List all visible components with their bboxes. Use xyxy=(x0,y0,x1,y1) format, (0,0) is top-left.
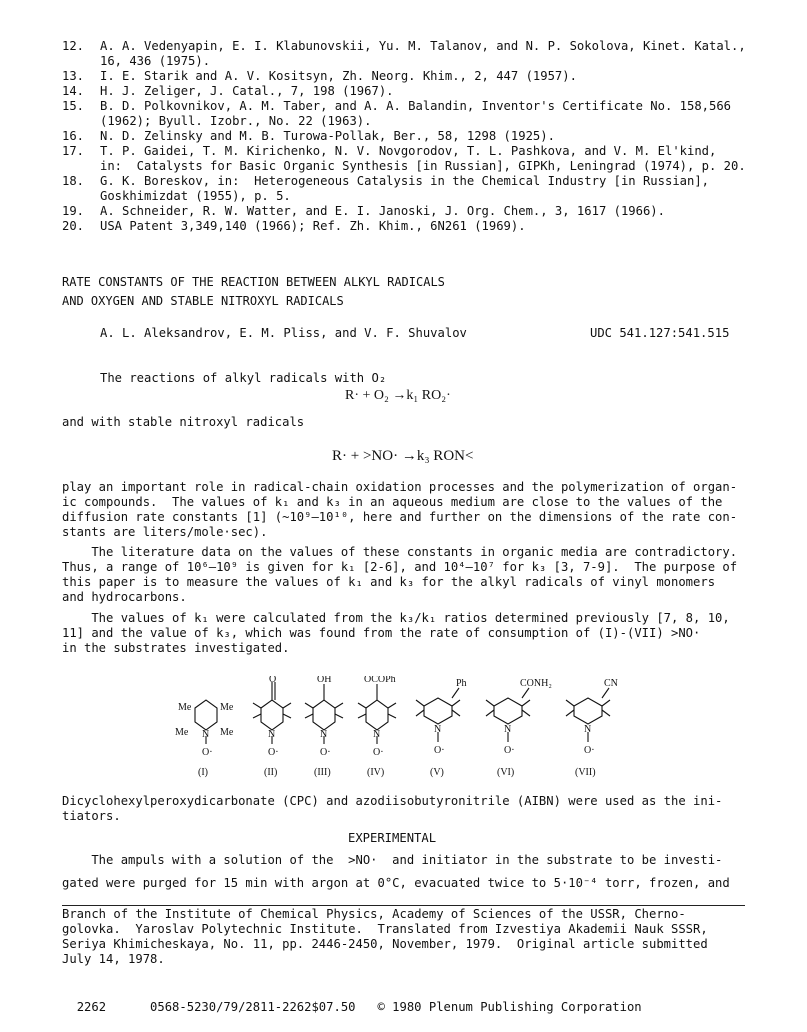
compound-label: (VI) xyxy=(497,767,515,778)
n-label: N xyxy=(373,729,381,740)
reference-text: I. E. Starik and A. V. Kositsyn, Zh. Neorg. Khim., 2, 447 (1957). xyxy=(100,69,577,83)
paragraph-line: golovka. Yaroslav Polytechnic Institute. Translated from Izvestiya Akademii Nauk SSSR, xyxy=(62,922,708,936)
reference-text: G. K. Boreskov, in: Heterogeneous Catalysis in the Chemical Industry [in Russian], xyxy=(100,174,710,188)
paragraph-line: The values of k₁ were calculated from the k₃/k₁ ratios determined previously [7, 8, 10, xyxy=(62,611,730,625)
substituent-vi: CONH₂ xyxy=(520,678,552,689)
n-label: N xyxy=(584,724,592,735)
reference-text: Goskhimizdat (1955), p. 5. xyxy=(100,189,291,203)
n-label: N xyxy=(320,729,328,740)
paragraph-line: Seriya Khimicheskaya, No. 11, pp. 2446-2450, November, 1979. Original article submitted xyxy=(62,937,708,951)
authors: A. L. Aleksandrov, E. M. Pliss, and V. F. Shuvalov xyxy=(100,326,467,340)
n-label: N xyxy=(504,724,512,735)
o-radical-label: O· xyxy=(373,747,384,758)
reference-text: (1962); Byull. Izobr., No. 22 (1963). xyxy=(100,114,372,128)
reference-number: 18. xyxy=(62,174,85,188)
reference-number: 17. xyxy=(62,144,85,158)
intro-line-1: The reactions of alkyl radicals with O₂ xyxy=(100,371,387,385)
o-radical-label: O· xyxy=(202,747,213,758)
reference-number: 19. xyxy=(62,204,85,218)
paragraph-line: 11] and the value of k₃, which was found from the rate of consumption of (I)-(VII) >NO· xyxy=(62,626,701,640)
reference-number: 20. xyxy=(62,219,85,233)
equation-2: R· + >NO· →k₃ RON< xyxy=(332,448,474,464)
reference-text: USA Patent 3,349,140 (1966); Ref. Zh. Khim., 6N261 (1969). xyxy=(100,219,526,233)
substituent-v: Ph xyxy=(456,678,467,689)
reference-text: N. D. Zelinsky and M. B. Turowa-Pollak, Ber., 58, 1298 (1925). xyxy=(100,129,555,143)
compound-label: (IV) xyxy=(367,767,385,778)
reference-number: 13. xyxy=(62,69,85,83)
reference-line xyxy=(62,114,782,129)
paragraph-line: ic compounds. The values of k₁ and k₃ in an aqueous medium are close to the values of the xyxy=(62,495,723,509)
o-radical-label: O· xyxy=(584,745,595,756)
reference-text: T. P. Gaidei, T. M. Kirichenko, N. V. Novgorodov, T. L. Pashkova, and V. M. El'kind, xyxy=(100,144,717,158)
substituent-iv: OCOPh xyxy=(364,676,396,685)
paragraph-line: tiators. xyxy=(62,809,121,823)
reference-list xyxy=(62,39,782,234)
section-heading: EXPERIMENTAL xyxy=(348,831,437,845)
reference-line xyxy=(62,219,782,234)
paragraph-5-line-1: The ampuls with a solution of the >NO· and initiator in the substrate to be investi- xyxy=(62,853,723,867)
compound-label: (II) xyxy=(264,767,278,778)
reference-line xyxy=(62,189,782,204)
title-line-2: AND OXYGEN AND STABLE NITROXYL RADICALS xyxy=(62,294,344,308)
reference-line xyxy=(62,54,782,69)
reference-text: B. D. Polkovnikov, A. M. Taber, and A. A. Balandin, Inventor's Certificate No. 158,566 xyxy=(100,99,732,113)
paragraph-line: diffusion rate constants [1] (~10⁹–10¹⁰, here and further on the dimensions of the rate con- xyxy=(62,510,738,524)
udc-code: UDC 541.127:541.515 xyxy=(590,326,730,340)
article-title xyxy=(62,273,445,311)
n-label: N xyxy=(434,724,442,735)
substituent-ii: O xyxy=(269,676,277,685)
page-number: 2262 xyxy=(76,1000,107,1014)
reference-line xyxy=(62,99,782,114)
methyl-label: Me xyxy=(220,702,234,713)
reference-line xyxy=(62,144,782,159)
paragraph-line: Branch of the Institute of Chemical Physics, Academy of Sciences of the USSR, Cherno- xyxy=(62,907,686,921)
reference-number: 14. xyxy=(62,84,85,98)
reference-line xyxy=(62,69,782,84)
paragraph-line: this paper is to measure the values of k₁ and k₃ for the alkyl radicals of vinyl monomers xyxy=(62,575,716,589)
article-code: 0568-5230/79/2811-2262$07.50 xyxy=(150,1000,356,1014)
paragraph-5-line-2: gated were purged for 15 min with argon at 0°C, evacuated twice to 5·10⁻⁴ torr, frozen, and xyxy=(62,876,730,890)
compound-label: (III) xyxy=(314,767,331,778)
paragraph-line: The literature data on the values of these constants in organic media are contradictory. xyxy=(62,545,738,559)
reference-line xyxy=(62,129,782,144)
nitroxyl-structures-figure xyxy=(160,676,640,781)
paragraph-4 xyxy=(62,794,742,824)
reference-text: 16, 436 (1975). xyxy=(100,54,211,68)
paragraph-line: stants are liters/mole·sec). xyxy=(62,525,268,539)
paragraph-3 xyxy=(62,611,742,656)
substituent-iii: OH xyxy=(317,676,332,685)
methyl-label: Me xyxy=(178,702,192,713)
n-label: N xyxy=(202,729,210,740)
reference-text: A. A. Vedenyapin, E. I. Klabunovskii, Yu. M. Talanov, and N. P. Sokolova, Kinet. Katal., xyxy=(100,39,746,53)
reference-number: 15. xyxy=(62,99,85,113)
o-radical-label: O· xyxy=(268,747,279,758)
paragraph-line: July 14, 1978. xyxy=(62,952,165,966)
paragraph-line: Dicyclohexylperoxydicarbonate (CPC) and azodiisobutyronitrile (AIBN) were used as the ini- xyxy=(62,794,723,808)
reference-line xyxy=(62,204,782,219)
reference-line xyxy=(62,159,782,174)
copyright: © 1980 Plenum Publishing Corporation xyxy=(377,1000,642,1014)
reference-number: 16. xyxy=(62,129,85,143)
reference-line xyxy=(62,84,782,99)
methyl-label: Me xyxy=(220,727,234,738)
compound-label: (I) xyxy=(198,767,208,778)
footnote xyxy=(62,907,708,967)
paragraph-line: and hydrocarbons. xyxy=(62,590,187,604)
footnote-divider xyxy=(62,905,745,906)
o-radical-label: O· xyxy=(504,745,515,756)
compound-label: (V) xyxy=(430,767,444,778)
reference-line xyxy=(62,39,782,54)
intro-line-2: and with stable nitroxyl radicals xyxy=(62,415,305,429)
reference-text: H. J. Zeliger, J. Catal., 7, 198 (1967). xyxy=(100,84,394,98)
paragraph-1 xyxy=(62,480,742,540)
compound-label: (VII) xyxy=(575,767,596,778)
paragraph-2 xyxy=(62,545,742,605)
reference-number: 12. xyxy=(62,39,85,53)
o-radical-label: O· xyxy=(434,745,445,756)
reference-text: in: Catalysts for Basic Organic Synthesis [in Russian], GIPKh, Leningrad (1974), p. 20. xyxy=(100,159,746,173)
reference-text: A. Schneider, R. W. Watter, and E. I. Janoski, J. Org. Chem., 3, 1617 (1966). xyxy=(100,204,665,218)
page-footer xyxy=(62,985,642,1015)
n-label: N xyxy=(268,729,276,740)
o-radical-label: O· xyxy=(320,747,331,758)
reference-line xyxy=(62,174,782,189)
paragraph-line: in the substrates investigated. xyxy=(62,641,290,655)
title-line-1: RATE CONSTANTS OF THE REACTION BETWEEN ALKYL RADICALS xyxy=(62,275,445,289)
equation-1: R· + O₂ →k₁ RO₂· xyxy=(345,388,451,403)
paragraph-line: Thus, a range of 10⁶–10⁹ is given for k₁ [2-6], and 10⁴–10⁷ for k₃ [3, 7-9]. The purpose of xyxy=(62,560,738,574)
paragraph-line: play an important role in radical-chain oxidation processes and the polymerization of organ- xyxy=(62,480,738,494)
substituent-vii: CN xyxy=(604,678,618,689)
methyl-label: Me xyxy=(175,727,189,738)
